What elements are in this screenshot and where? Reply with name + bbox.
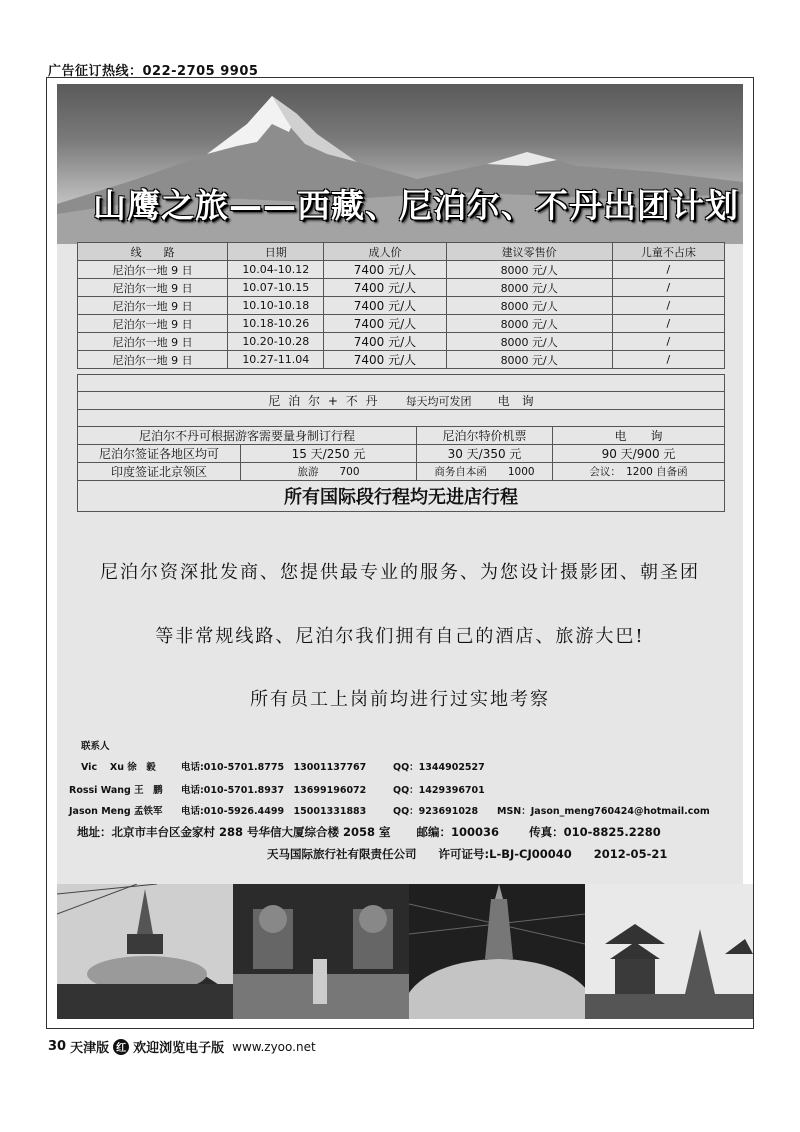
blank-row: [78, 375, 724, 392]
issue-date: 2012-05-21: [593, 847, 668, 861]
contact-qq: QQ：923691028: [393, 806, 479, 817]
promo-line-3: 所有员工上岗前均进行过实地考察: [250, 689, 550, 710]
company-name: 天马国际旅行社有限责任公司: [267, 847, 417, 861]
red-logo-icon: 红: [113, 1039, 129, 1055]
india-conference-visa: 会议： 1200 自备函: [589, 466, 688, 478]
india-visa-label: 印度签证北京领区: [78, 463, 241, 480]
header-retail-price: 建议零售价: [446, 243, 612, 261]
table-row: [78, 297, 725, 315]
route-cell: 尼泊尔一地 9 日: [78, 351, 228, 369]
header-route: 线 路: [78, 243, 228, 261]
edition-label: 天津版: [70, 1041, 110, 1056]
date-cell: 10.18-10.26: [228, 315, 324, 333]
nepal-visa-label: 尼泊尔签证各地区均可: [78, 445, 241, 462]
airfare-price: 电 询: [614, 429, 663, 443]
adult-price-cell: 7400 元/人: [324, 315, 446, 333]
route-cell: 尼泊尔一地 9 日: [78, 333, 228, 351]
adult-price-cell: 7400 元/人: [324, 351, 446, 369]
route-cell: 尼泊尔一地 9 日: [78, 279, 228, 297]
ad-panel: [57, 84, 743, 884]
contact-phone: 电话:010-5701.8775 13001137767: [181, 762, 367, 773]
contact-name: Rossi Wang 王 鹏: [69, 785, 163, 796]
child-cell: /: [612, 351, 724, 369]
table-row: [78, 261, 725, 279]
retail-price-cell: 8000 元/人: [446, 279, 612, 297]
address: 地址：北京市丰台区金家村 288 号华信大厦综合楼 2058 室: [77, 825, 391, 839]
contact-phone: 电话:010-5701.8937 13699196072: [181, 785, 367, 796]
contact-name: Vic Xu 徐 毅: [81, 762, 156, 773]
mountain-banner: [57, 84, 743, 244]
page-number: 30: [48, 1039, 67, 1054]
airfare-label: 尼泊尔特价机票: [417, 427, 553, 444]
date-cell: 10.20-10.28: [228, 333, 324, 351]
adult-price-cell: 7400 元/人: [324, 297, 446, 315]
photo-strip: [47, 884, 754, 1019]
contact-qq: QQ：1429396701: [393, 785, 485, 796]
welcome-text: 欢迎浏览电子版: [133, 1041, 225, 1056]
postcode: 邮编：100036: [416, 825, 500, 839]
date-cell: 10.27-11.04: [228, 351, 324, 369]
route-cell: 尼泊尔一地 9 日: [78, 315, 228, 333]
header-child-no-bed: 儿童不占床: [612, 243, 724, 261]
header-adult-price: 成人价: [324, 243, 446, 261]
table-row: [78, 351, 725, 369]
ad-hotline: 广告征订热线：022-2705 9905: [48, 64, 259, 79]
address-row: [77, 824, 661, 840]
route-cell: 尼泊尔一地 9 日: [78, 261, 228, 279]
tour-schedule-table: [77, 242, 725, 369]
header-date: 日期: [228, 243, 324, 261]
date-cell: 10.04-10.12: [228, 261, 324, 279]
table-row: [78, 315, 725, 333]
promo-line-1: 尼泊尔资深批发商、您提供最专业的服务、为您设计摄影团、朝圣团: [100, 562, 700, 583]
child-cell: /: [612, 333, 724, 351]
nepal-visa-row: [78, 445, 724, 463]
child-cell: /: [612, 261, 724, 279]
blank-row: [78, 410, 724, 427]
headline-title: 山鹰之旅——西藏、尼泊尔、不丹出团计划: [93, 186, 739, 225]
retail-price-cell: 8000 元/人: [446, 333, 612, 351]
table-header-row: [78, 243, 725, 261]
bhutan-price: 电 询: [497, 394, 534, 408]
adult-price-cell: 7400 元/人: [324, 261, 446, 279]
child-cell: /: [612, 315, 724, 333]
contacts-title: 联系人: [81, 741, 110, 752]
ad-frame: [46, 77, 754, 1029]
table-row: [78, 279, 725, 297]
child-cell: /: [612, 279, 724, 297]
retail-price-cell: 8000 元/人: [446, 315, 612, 333]
child-cell: /: [612, 297, 724, 315]
bhutan-departure: 每天均可发团: [405, 394, 472, 408]
retail-price-cell: 8000 元/人: [446, 297, 612, 315]
retail-price-cell: 8000 元/人: [446, 261, 612, 279]
promo-line-2: 等非常规线路、尼泊尔我们拥有自己的酒店、旅游大巴!: [155, 626, 645, 647]
adult-price-cell: 7400 元/人: [324, 279, 446, 297]
retail-price-cell: 8000 元/人: [446, 351, 612, 369]
contact-row: [69, 782, 485, 796]
no-shopping-note: 所有国际段行程均无进店行程: [284, 487, 518, 508]
visa-30-days: 30 天/350 元: [417, 445, 553, 462]
statues-photo: [233, 884, 409, 1019]
fax: 传真：010-8825.2280: [529, 825, 661, 839]
contact-row: [69, 803, 710, 817]
lower-info-table: [77, 374, 725, 512]
route-cell: 尼泊尔一地 9 日: [78, 297, 228, 315]
visa-90-days: 90 天/900 元: [601, 447, 676, 461]
adult-price-cell: 7400 元/人: [324, 333, 446, 351]
website-link[interactable]: www.zyoo.net: [232, 1039, 316, 1054]
boudhanath-photo: [409, 884, 585, 1019]
bhutan-row: [78, 392, 724, 410]
stupa-photo: [57, 884, 233, 1019]
contact-msn: MSN：Jason_meng760424@hotmail.com: [497, 806, 710, 817]
contact-phone: 电话:010-5926.4499 15001331883: [181, 806, 367, 817]
visa-15-days: 15 天/250 元: [241, 445, 417, 462]
company-row: [267, 846, 667, 862]
page-footer: [48, 1037, 316, 1056]
india-business-visa: 商务自本函 1000: [417, 463, 553, 480]
bhutan-route: 尼 泊 尔 + 不 丹: [268, 394, 380, 408]
durbar-square-photo: [585, 884, 753, 1019]
custom-itinerary-label: 尼泊尔不丹可根据游客需要量身制订行程: [78, 427, 417, 444]
contact-qq: QQ：1344902527: [393, 762, 485, 773]
contact-row: [81, 759, 485, 773]
license-number: 许可证号:L-BJ-CJ00040: [438, 847, 572, 861]
india-visa-row: [78, 463, 724, 481]
date-cell: 10.07-10.15: [228, 279, 324, 297]
contact-name: Jason Meng 孟铁军: [69, 806, 163, 817]
date-cell: 10.10-10.18: [228, 297, 324, 315]
custom-airfare-row: [78, 427, 724, 445]
india-tourist-visa: 旅游 700: [241, 463, 417, 480]
table-row: [78, 333, 725, 351]
